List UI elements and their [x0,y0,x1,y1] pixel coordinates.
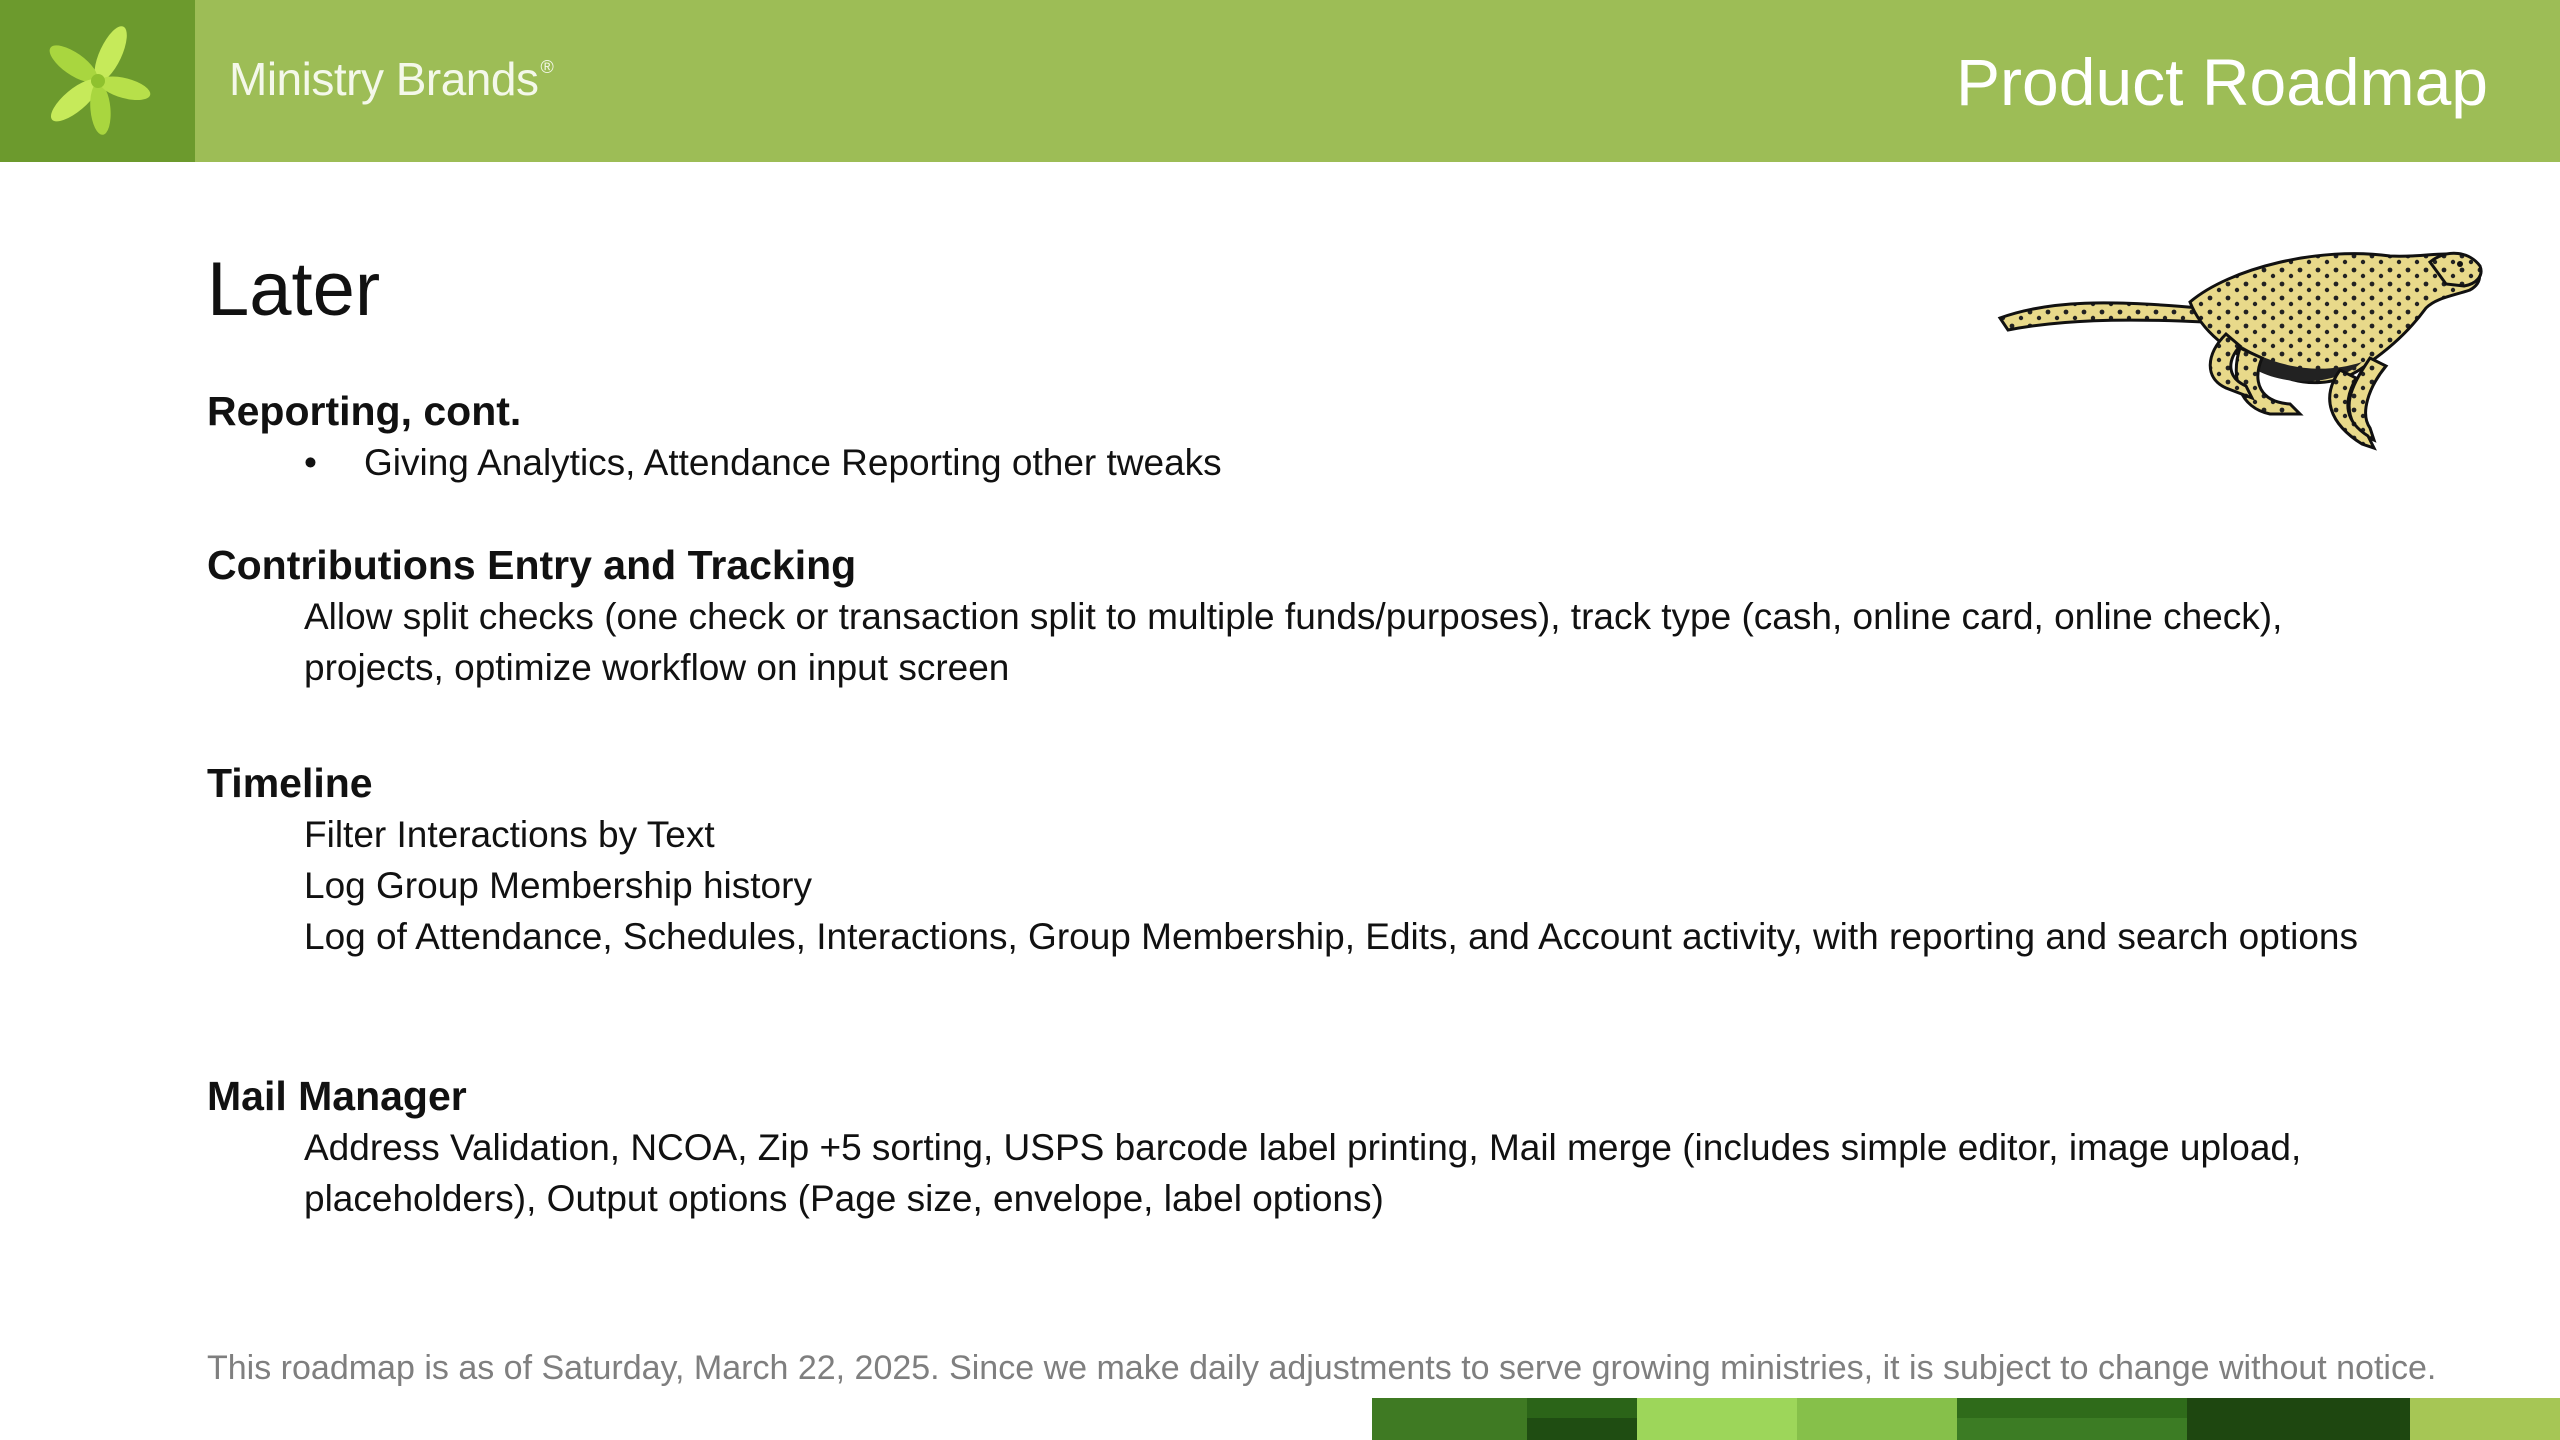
logo-box [0,0,195,162]
list-item: Log Group Membership history [304,865,812,906]
registered-mark: ® [540,57,554,77]
list-item: Filter Interactions by Text [304,814,715,855]
brand-name: Ministry Brands ® [229,53,554,105]
section-timeline [207,757,2387,962]
list-item: Address Validation, NCOA, Zip +5 sorting, USPS barcode label printing, Mail merge (includes simple editor, image upload, placeholders), Output options (Page size, envelope, label options) [304,1127,2302,1219]
list-item: Allow split checks (one check or transaction split to multiple funds/purposes), track type (cash, online card, online check), projects, optimize workflow on input screen [304,596,2283,688]
section-heading: Timeline [207,760,373,806]
bullet-icon: • [304,442,317,483]
page-title: Later [207,247,381,332]
section-heading: Mail Manager [207,1073,467,1119]
list-item: Log of Attendance, Schedules, Interactions, Group Membership, Edits, and Account activity, with reporting and search options [304,916,2358,957]
list-item-text: Giving Analytics, Attendance Reporting other tweaks [364,442,1222,483]
section-reporting [207,385,2387,489]
header-title: Product Roadmap [1956,45,2488,119]
section-heading: Contributions Entry and Tracking [207,542,857,588]
disclaimer-text: This roadmap is as of Saturday, March 22, 2025. Since we make daily adjustments to serve growing ministries, it is subject to change without notice. [207,1349,2437,1387]
header-bar [0,0,2560,162]
section-mail-manager [207,1070,2387,1224]
list-item [304,437,2387,489]
section-heading: Reporting, cont. [207,388,522,434]
footer-color-bar [1372,1398,2560,1440]
section-contributions [207,539,2387,693]
leaf-flower-icon [33,16,163,146]
